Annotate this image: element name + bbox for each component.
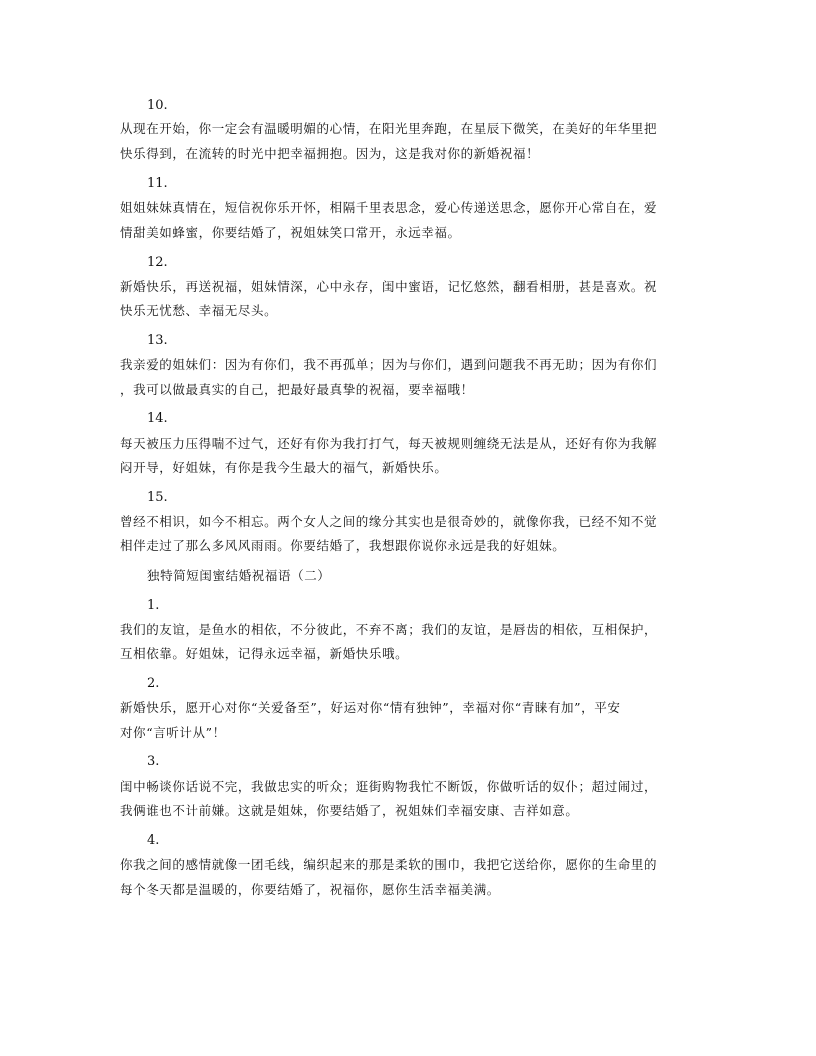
item-text-line: 我们的友谊，是鱼水的相依，不分彼此，不弃不离；我们的友谊，是唇齿的相依，互相保护， xyxy=(120,622,658,637)
item-text-line: 新婚快乐，愿开心对你“关爱备至”，好运对你“情有独钟”，幸福对你“青睐有加”，平安 xyxy=(120,700,621,715)
item-number: 4. xyxy=(147,833,160,848)
item-text-line: 快乐无忧愁、幸福无尽头。 xyxy=(120,303,278,318)
section-heading: 独特简短闺蜜结婚祝福语（二） xyxy=(147,568,331,583)
item-number: 10. xyxy=(147,98,168,113)
item-number: 14. xyxy=(147,411,168,426)
item-number: 15. xyxy=(147,490,168,505)
item-number: 13. xyxy=(147,333,168,348)
item-text-line: 情甜美如蜂蜜，你要结婚了，祝姐妹笑口常开，永远幸福。 xyxy=(120,225,461,240)
item-text-line: 每天被压力压得喘不过气，还好有你为我打打气，每天被规则缠绕无法是从，还好有你为我解 xyxy=(120,436,658,451)
item-number: 11. xyxy=(147,176,168,191)
item-text-line: 我俩谁也不计前嫌。这就是姐妹，你要结婚了，祝姐妹们幸福安康、吉祥如意。 xyxy=(120,803,579,818)
item-text-line: 从现在开始，你一定会有温暖明媚的心情，在阳光里奔跑，在星辰下微笑，在美好的年华里把 xyxy=(120,121,658,136)
item-text-line: 曾经不相识，如今不相忘。两个女人之间的缘分其实也是很奇妙的，就像你我，已经不知不觉 xyxy=(120,514,658,529)
item-number: 2. xyxy=(147,676,160,691)
item-text-line: 快乐得到，在流转的时光中把幸福拥抱。因为，这是我对你的新婚祝福！ xyxy=(120,146,540,161)
item-text-line: ，我可以做最真实的自己，把最好最真挚的祝福，要幸福哦！ xyxy=(120,382,474,397)
item-number: 12. xyxy=(147,255,168,270)
item-text-line: 每个冬天都是温暖的，你要结婚了，祝福你，愿你生活幸福美满。 xyxy=(120,882,500,897)
item-text-line: 相伴走过了那么多风风雨雨。你要结婚了，我想跟你说你永远是我的好姐妹。 xyxy=(120,538,566,553)
item-text-line: 互相依靠。好姐妹，记得永远幸福，新婚快乐哦。 xyxy=(120,646,409,661)
item-text-line: 我亲爱的姐妹们：因为有你们，我不再孤单；因为与你们，遇到问题我不再无助；因为有你们 xyxy=(120,357,658,372)
item-text-line: 闷开导，好姐妹，有你是我今生最大的福气，新婚快乐。 xyxy=(120,460,448,475)
item-text-line: 姐姐妹妹真情在，短信祝你乐开怀，相隔千里表思念，爱心传递送思念，愿你开心常自在，爱 xyxy=(120,200,658,215)
item-text-line: 对你“言听计从”！ xyxy=(120,725,226,740)
item-text-line: 闺中畅谈你话说不完，我做忠实的听众；逛街购物我忙不断饭，你做听话的奴仆；超过闹过， xyxy=(120,779,658,794)
item-number: 3. xyxy=(147,754,160,769)
item-number: 1. xyxy=(147,598,160,613)
item-text-line: 你我之间的感情就像一团毛线，编织起来的那是柔软的围巾，我把它送给你，愿你的生命里的 xyxy=(120,857,658,872)
item-text-line: 新婚快乐，再送祝福，姐妹情深，心中永存，闺中蜜语，记忆悠然，翻看相册，甚是喜欢。祝 xyxy=(120,279,658,294)
